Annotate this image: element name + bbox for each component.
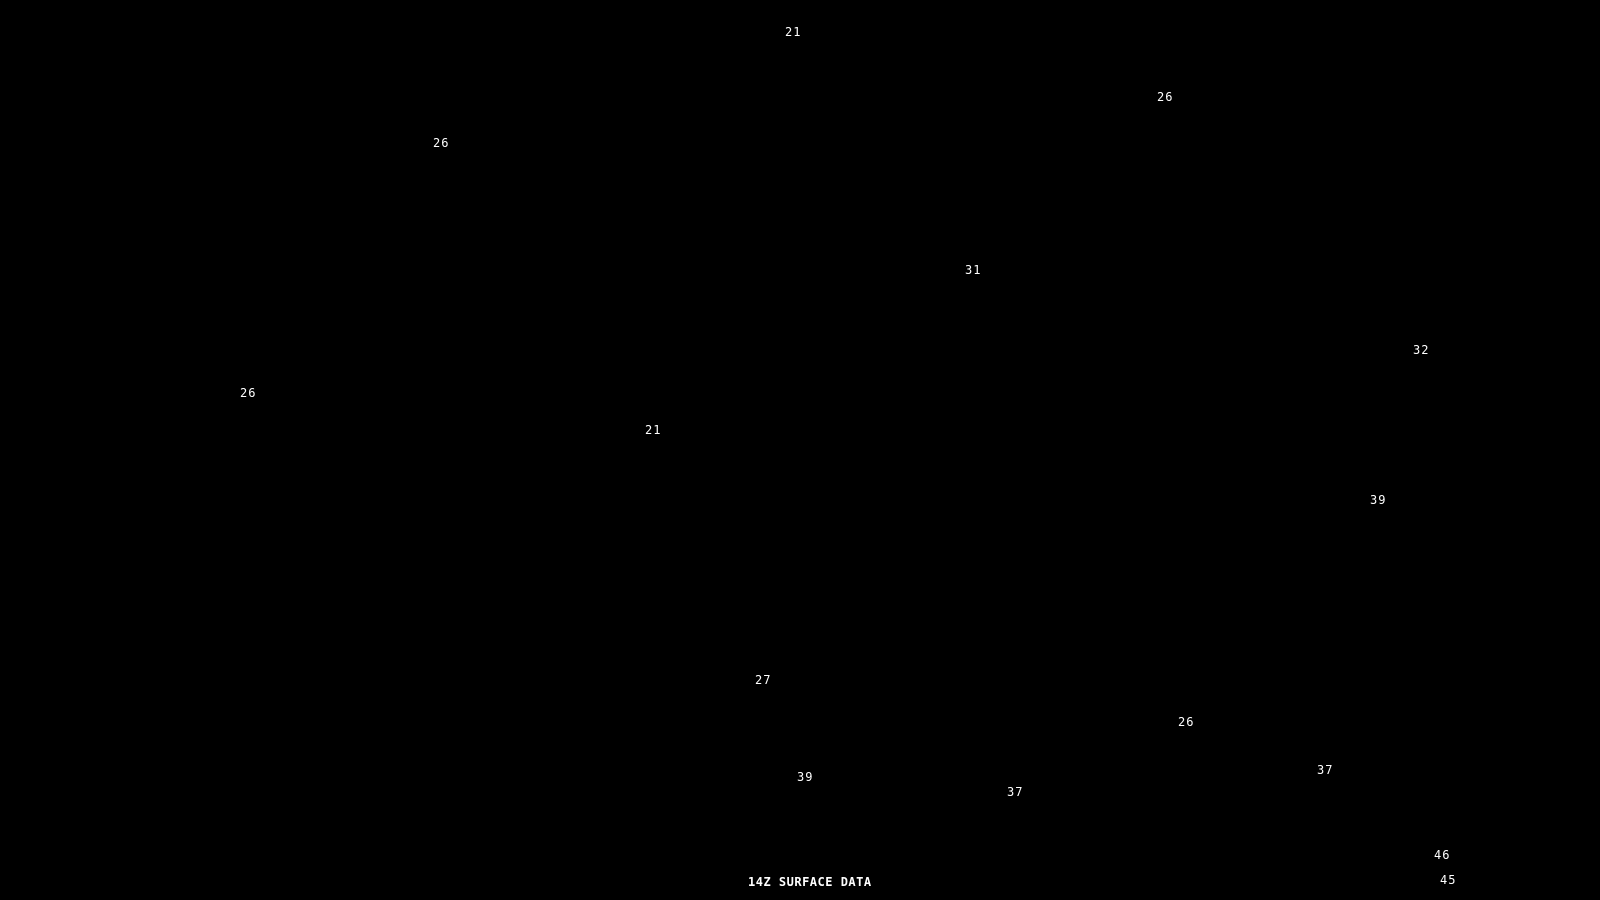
station-value: 46 — [1434, 848, 1451, 862]
plot-caption: 14Z SURFACE DATA — [748, 875, 872, 889]
station-value: 26 — [1157, 90, 1174, 104]
station-value: 26 — [240, 386, 257, 400]
station-value: 39 — [1370, 493, 1387, 507]
station-value: 37 — [1317, 763, 1334, 777]
station-value: 21 — [785, 25, 802, 39]
station-value: 21 — [645, 423, 662, 437]
station-value: 26 — [1178, 715, 1195, 729]
station-value: 39 — [797, 770, 814, 784]
station-value: 27 — [755, 673, 772, 687]
station-value: 37 — [1007, 785, 1024, 799]
station-value: 26 — [433, 136, 450, 150]
station-value: 31 — [965, 263, 982, 277]
station-value: 45 — [1440, 873, 1457, 887]
station-value: 32 — [1413, 343, 1430, 357]
